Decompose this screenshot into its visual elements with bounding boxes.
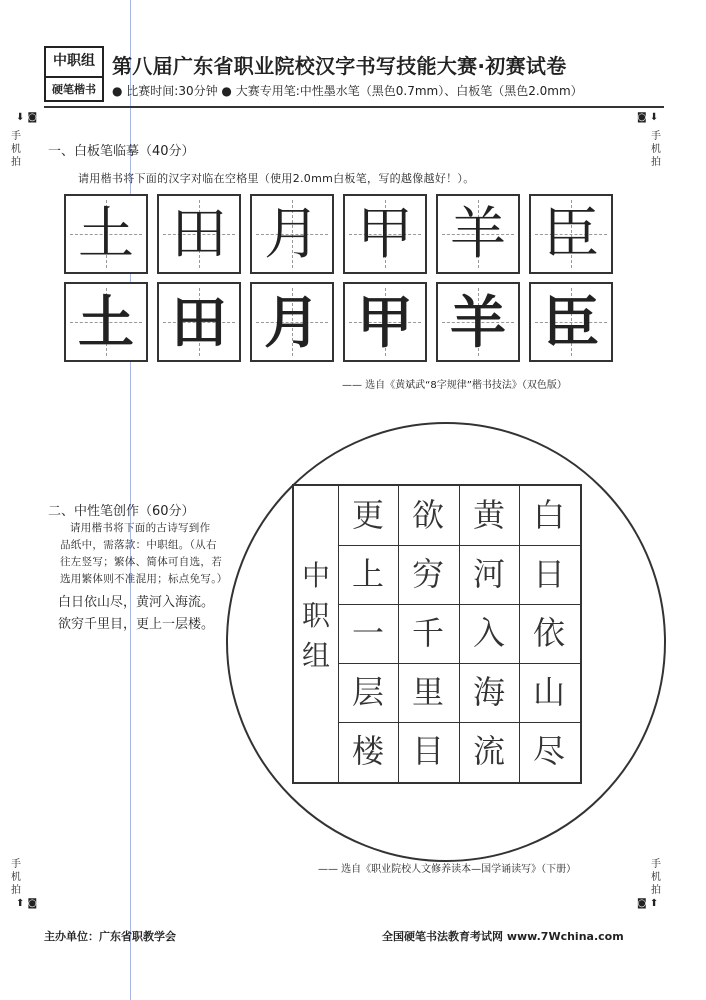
camera-icon-bottom-right: ◙ ⬆	[637, 898, 659, 909]
grid-char: 一	[351, 614, 384, 652]
grid-char: 层	[351, 673, 384, 711]
badge-group: 中职组	[46, 48, 102, 78]
model-cell	[157, 194, 241, 274]
exam-info: ● 比赛时间:30分钟 ● 大赛专用笔:中性墨水笔（黑色0.7mm）、白板笔（黑色2.0mm）	[112, 84, 583, 98]
footer-website: 全国硬笔书法教育考试网 www.7Wchina.com	[382, 930, 624, 943]
instruction-line: 选用繁体则不准混用；标点免写。）	[60, 573, 228, 585]
side-note-top-right	[646, 130, 666, 169]
signature-char: 中	[301, 559, 330, 592]
copy-cell	[343, 282, 427, 362]
header-divider	[44, 106, 664, 108]
grid-char: 山	[532, 673, 565, 711]
grid-char: 流	[472, 732, 505, 770]
instruction-line: 品纸中，需落款：中职组。（从右	[60, 539, 217, 551]
grid-char: 穷	[411, 555, 444, 593]
copy-cell	[64, 282, 148, 362]
side-char: 手	[11, 131, 21, 142]
grid-char: 尽	[532, 732, 565, 770]
badge-style: 硬笔楷书	[52, 83, 96, 96]
model-char: 月	[264, 202, 320, 267]
side-note-bottom-right	[646, 858, 666, 897]
model-char: 羊	[450, 202, 506, 267]
side-char: 手	[651, 859, 661, 870]
grid-char: 千	[411, 614, 444, 652]
copy-cell	[436, 282, 520, 362]
copied-char: 臣	[543, 290, 599, 356]
camera-icon-top-right: ◙ ⬇	[637, 112, 659, 123]
grid-char: 里	[411, 673, 444, 711]
side-char: 手	[11, 859, 21, 870]
side-char: 拍	[651, 157, 661, 168]
model-cell	[343, 194, 427, 274]
side-char: 机	[651, 872, 661, 883]
copy-cell	[157, 282, 241, 362]
side-char: 机	[11, 144, 21, 155]
side-char: 拍	[11, 885, 21, 896]
grid-char: 白	[532, 496, 565, 534]
model-cell	[436, 194, 520, 274]
grid-char: 日	[532, 555, 565, 593]
model-cell	[529, 194, 613, 274]
poem-work-sheet	[292, 484, 582, 784]
grid-char: 目	[411, 732, 444, 770]
poem-line: 白日依山尽，黄河入海流。	[58, 595, 215, 610]
poem-line: 欲穷千里目，更上一层楼。	[58, 617, 215, 632]
side-char: 机	[651, 144, 661, 155]
model-char: 臣	[543, 202, 599, 267]
signature-char: 组	[301, 639, 330, 672]
camera-icon-top-left: ⬇ ◙	[16, 112, 38, 123]
grid-char: 入	[472, 614, 505, 652]
side-char: 拍	[651, 885, 661, 896]
copied-char: 甲	[357, 290, 413, 356]
section2-instruction	[60, 520, 228, 588]
side-char: 手	[651, 131, 661, 142]
section1-instruction: 请用楷书将下面的汉字对临在空格里（使用2.0mm白板笔，写的越像越好！）。	[78, 172, 475, 185]
side-note-top-left	[6, 130, 26, 169]
page-title: 第八届广东省职业院校汉字书写技能大赛·初赛试卷	[112, 54, 567, 78]
model-char: 土	[78, 202, 134, 267]
model-char: 甲	[357, 202, 413, 267]
signature-char: 职	[301, 599, 330, 632]
grid-char: 欲	[411, 496, 444, 534]
footer-organizer: 主办单位：广东省职教学会	[44, 930, 176, 943]
category-badge	[44, 46, 104, 102]
section1-source: —— 选自《黄斌武“8字规律”楷书技法》（双色版）	[342, 380, 567, 391]
grid-char: 楼	[351, 732, 384, 770]
section2-heading: 二、中性笔创作（60分）	[48, 504, 195, 519]
poem	[58, 592, 214, 636]
grid-char: 河	[472, 555, 505, 593]
instruction-line: 请用楷书将下面的古诗写到作	[70, 522, 211, 534]
section2-source: —— 选自《职业院校人文修养读本—国学诵读写》（下册）	[318, 864, 577, 875]
copied-char: 羊	[450, 290, 506, 356]
model-cell	[64, 194, 148, 274]
side-char: 机	[11, 872, 21, 883]
copied-char: 田	[171, 290, 227, 356]
grid-char: 黄	[472, 496, 505, 534]
signature-column	[294, 556, 338, 676]
model-char: 田	[171, 202, 227, 267]
grid-char: 更	[351, 496, 384, 534]
copied-char: 土	[78, 290, 134, 356]
copy-cell	[529, 282, 613, 362]
grid-char: 海	[472, 673, 505, 711]
grid-char: 依	[532, 614, 565, 652]
instruction-line: 往左竖写；繁体、简体可自选，若	[60, 556, 222, 568]
model-cell	[250, 194, 334, 274]
grid-char: 上	[351, 555, 384, 593]
copy-cell	[250, 282, 334, 362]
copied-char: 月	[264, 290, 320, 356]
section1-heading: 一、白板笔临摹（40分）	[48, 144, 195, 159]
camera-icon-bottom-left: ⬆ ◙	[16, 898, 38, 909]
side-char: 拍	[11, 157, 21, 168]
side-note-bottom-left	[6, 858, 26, 897]
